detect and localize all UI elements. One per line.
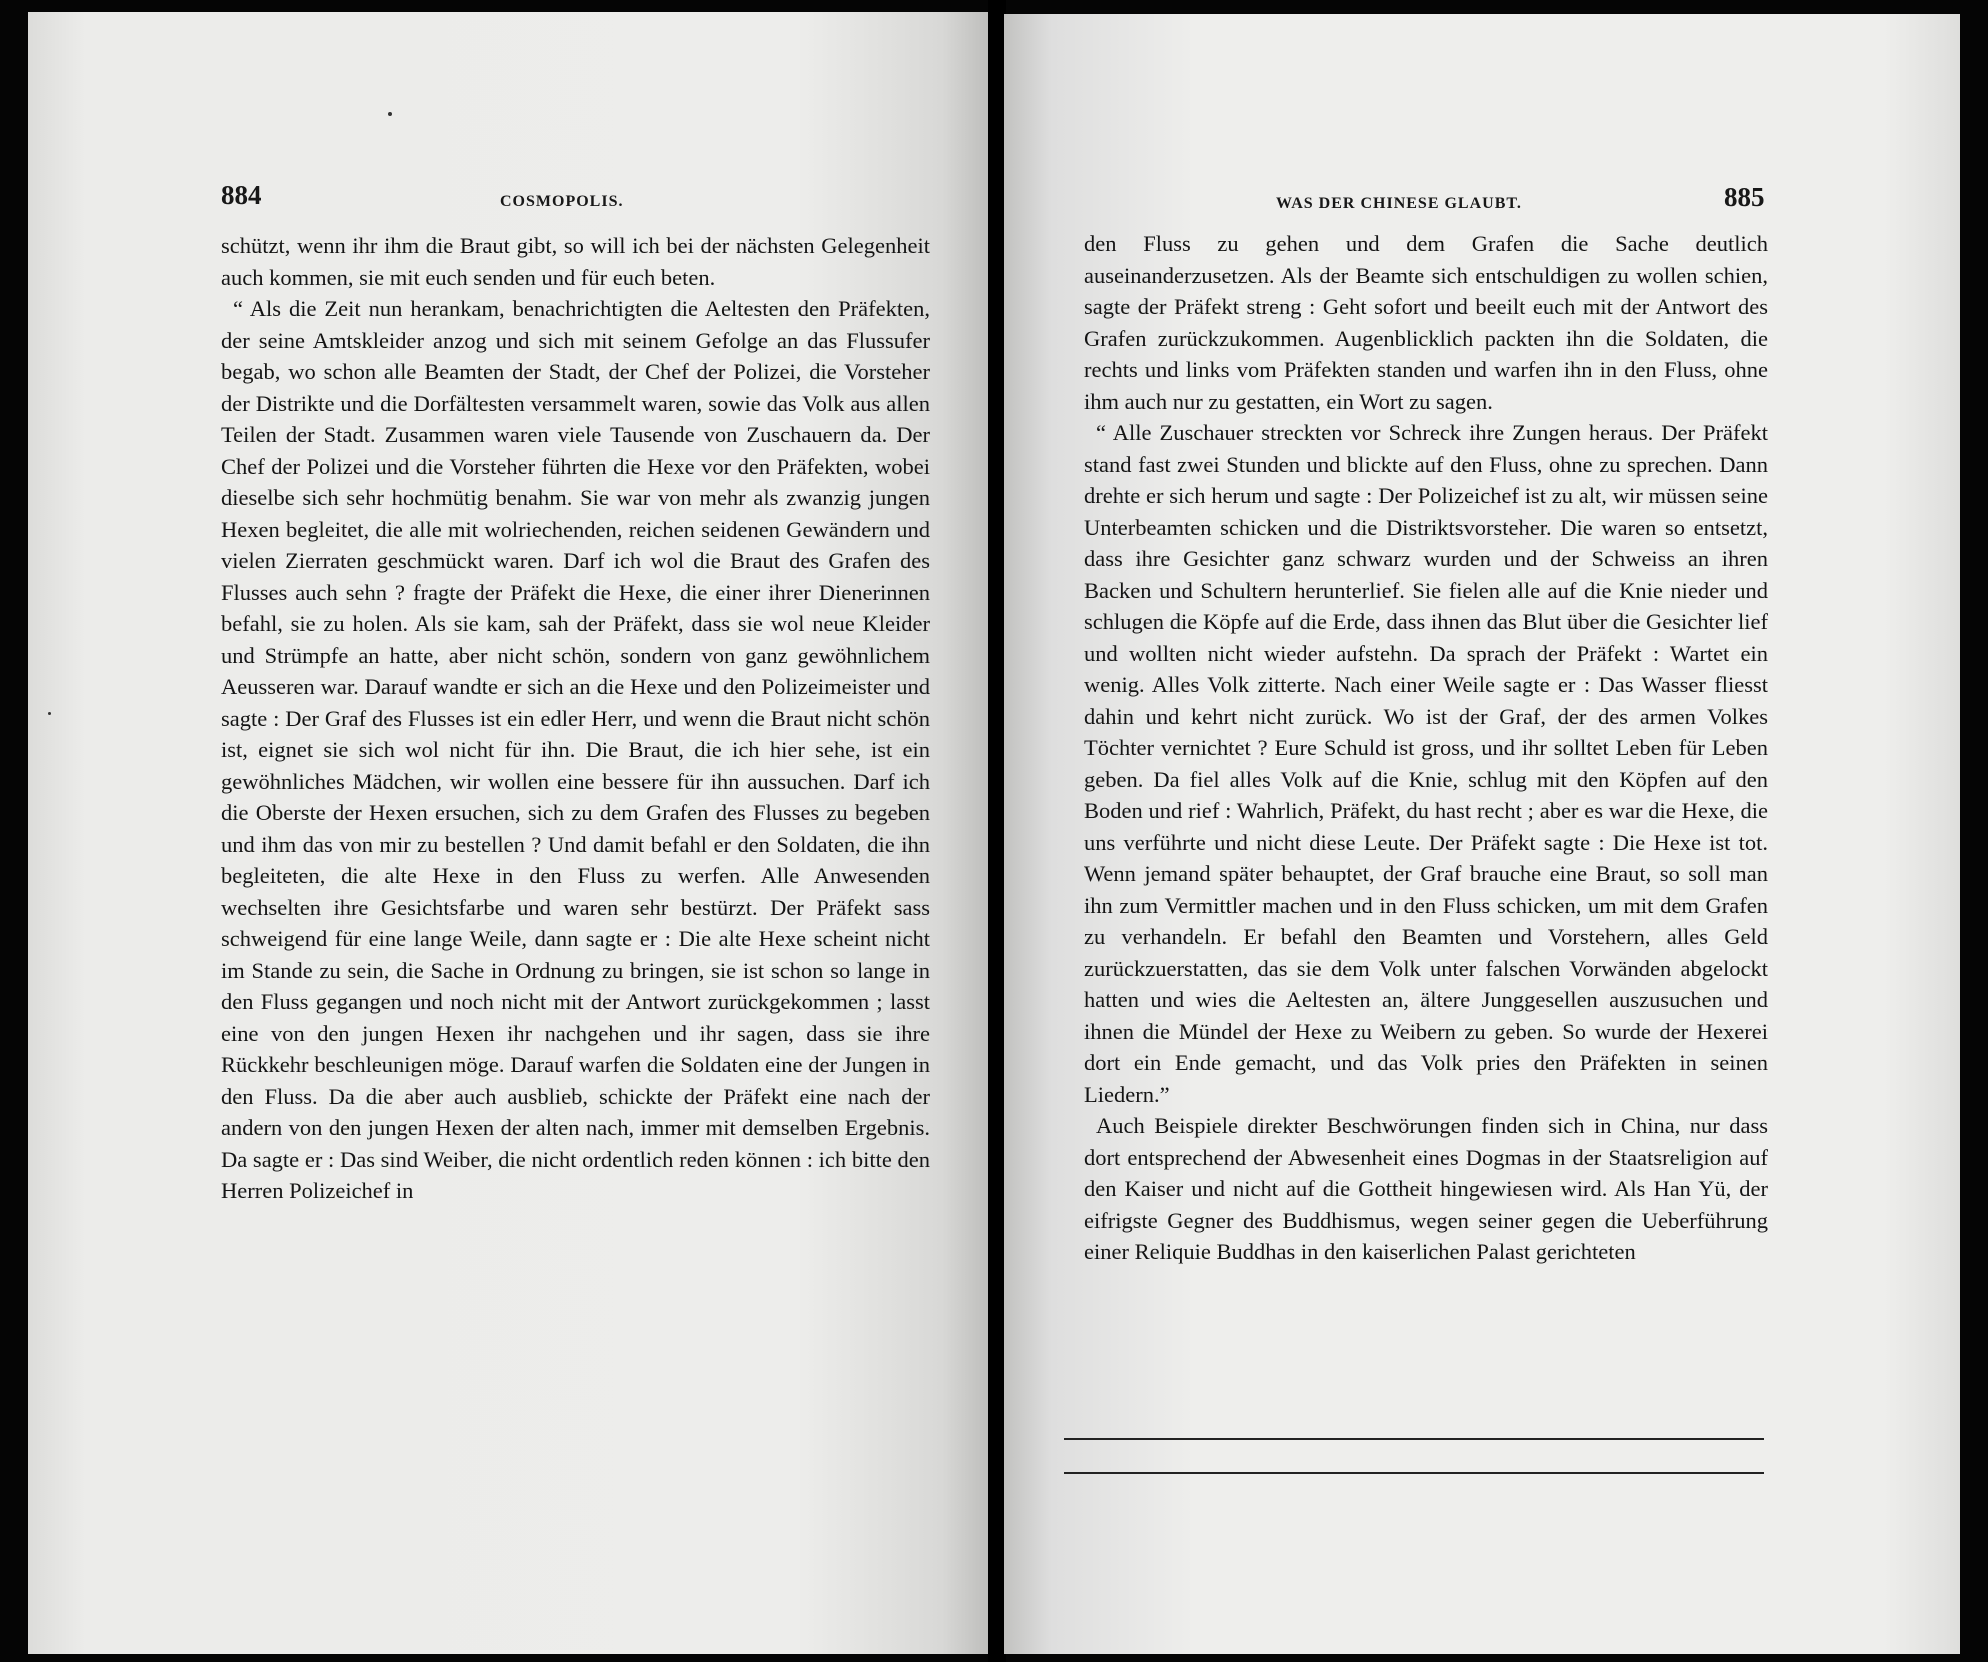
paragraph: “ Als die Zeit nun herankam, benachrichtigten die Aeltesten den Präfekten, der seine Amtskleider anzog und sich mit seinem Gefolge an das Flussufer begab, wo schon alle Beamten der Stadt, der Chef der Polizei, die Vorsteher der Distrikte und die Dorfältesten versammelt waren, sowie das Volk aus allen Teilen der Stadt. Zusammen waren viele Tausende von Zuschauern da. Der Chef der Polizei und die Vorsteher führten die Hexe vor den Präfekten, wobei dieselbe sich sehr hochmütig benahm. Sie war von mehr als zwanzig jungen Hexen begleitet, die alle mit wolriechenden, reichen seidenen Gewändern und vielen Zierraten geschmückt waren. Darf ich wol die Braut des Grafen des Flusses auch sehn ? fragte der Präfekt die Hexe, die einer ihrer Dienerinnen befahl, sie zu holen. Als sie kam, sah der Präfekt, dass sie wol neue Kleider und Strümpfe an hatte, aber nicht schön, sondern von ganz gewöhnlichem Aeusseren war. Darauf wandte er sich an die Hexe und den Polizeimeister und sagte : Der Graf des Flusses ist ein edler Herr, und wenn die Braut nicht schön ist, eignet sie sich wol nicht für ihn. Die Braut, die ich hier sehe, ist ein gewöhnliches Mädchen, wir wollen eine bessere für ihn aussuchen. Darf ich die Oberste der Hexen ersuchen, sich zu dem Grafen des Flusses zu begeben und ihm das von mir zu bestellen ? Und damit befahl er den Soldaten, die ihn begleiteten, die alte Hexe in den Fluss zu werfen. Alle Anwesenden wechselten ihre Gesichtsfarbe und waren sehr bestürzt. Der Präfekt sass schweigend für eine lange Weile, dann sagte er : Die alte Hexe scheint nicht im Stande zu sein, die Sache in Ordnung zu bringen, sie ist schon so lange in den Fluss gegangen und noch nicht mit der Antwort zurückgekommen ; lasst eine von den jungen Hexen ihr nachgehen und ihr sagen, dass sie ihre Rückkehr beschleunigen möge. Darauf warfen die Soldaten eine der Jungen in den Fluss. Da die aber auch ausblieb, schickte der Präfekt eine nach der andern von den jungen Hexen der alten nach, immer mit demselben Ergebnis. Da sagte er : Das sind Weiber, die nicht ordentlich reden können : ich bitte den Herren Polizeichef in: [221, 296, 930, 1203]
scan-speck: [388, 112, 392, 116]
paragraph: “ Alle Zuschauer streckten vor Schreck ihre Zungen heraus. Der Präfekt stand fast zwei Stunden und blickte auf den Fluss, ohne zu sprechen. Dann drehte er sich herum und sagte : Der Polizeichef ist zu alt, wir müssen seine Unterbeamten schicken und die Distriktsvorsteher. Die waren so entsetzt, dass ihre Gesichter ganz schwarz wurden und der Schweiss an ihren Backen und Schultern herunterlief. Sie fielen alle auf die Knie nieder und schlugen die Köpfe auf die Erde, dass ihnen das Blut über die Gesichter lief und wollten nicht wieder aufstehn. Da sprach der Präfekt : Wartet ein wenig. Alles Volk zitterte. Nach einer Weile sagte er : Das Wasser fliesst dahin und kehrt nicht zurück. Wo ist der Graf, der des armen Volkes Töchter vernichtet ? Eure Schuld ist gross, und ihr solltet Leben für Leben geben. Da fiel alles Volk auf die Knie, schlug mit den Köpfen auf den Boden und rief : Wahrlich, Präfekt, du hast recht ; aber es war die Hexe, die uns verführte und nicht diese Leute. Der Präfekt sagte : Die Hexe ist tot. Wenn jemand später behauptet, der Graf brauche eine Braut, so soll man ihn zum Vermittler machen und in den Fluss schicken, um mit dem Grafen zu verhandeln. Er befahl den Beamten und Vorstehern, alles Geld zurückzuerstatten, das sie dem Volk unter falschen Vorwänden abgelockt hatten und wies die Aeltesten an, ältere Junggesellen auszusuchen und ihnen die Mündel der Hexe zu Weibern zu geben. So wurde der Hexerei dort ein Ende gemacht, und das Volk pries den Präfekten in seinen Liedern.”: [1084, 420, 1768, 1107]
right-page: [1004, 14, 1960, 1654]
right-folio: 885: [1724, 182, 1765, 212]
paragraph: Auch Beispiele direkter Beschwörungen finden sich in China, nur dass dort entsprechend der Abwesenheit eines Dogmas in der Staatsreligion auf den Kaiser und nicht auf die Gottheit hingewiesen wird. Als Han Yü, der eifrigste Gegner des Buddhismus, wegen seiner gegen die Ueberführung einer Reliquie Buddhas in den kaiserlichen Palast gerichteten: [1084, 1113, 1768, 1264]
left-running-head: COSMOPOLIS.: [500, 193, 624, 210]
right-running-head: WAS DER CHINESE GLAUBT.: [1276, 195, 1522, 212]
paragraph: schützt, wenn ihr ihm die Braut gibt, so will ich bei der nächsten Gelegenheit auch kommen, sie mit euch senden und für euch beten.: [221, 233, 930, 290]
left-folio: 884: [221, 180, 262, 210]
pencil-underline: [1064, 1438, 1764, 1440]
pencil-underline: [1064, 1472, 1764, 1474]
scan-speck: [48, 712, 51, 715]
right-body-text: [1084, 228, 1768, 1268]
left-page: [28, 12, 990, 1654]
left-body-text: [221, 230, 930, 1207]
paragraph: den Fluss zu gehen und dem Grafen die Sache deutlich auseinanderzusetzen. Als der Beamte sich entschuldigen zu wollen schien, sagte der Präfekt streng : Geht sofort und beeilt euch mit der Antwort des Grafen zurückzukommen. Augenblicklich packten ihn die Soldaten, die rechts und links vom Präfekten standen und warfen ihn in den Fluss, ohne ihm auch nur zu gestatten, ein Wort zu sagen.: [1084, 231, 1768, 414]
